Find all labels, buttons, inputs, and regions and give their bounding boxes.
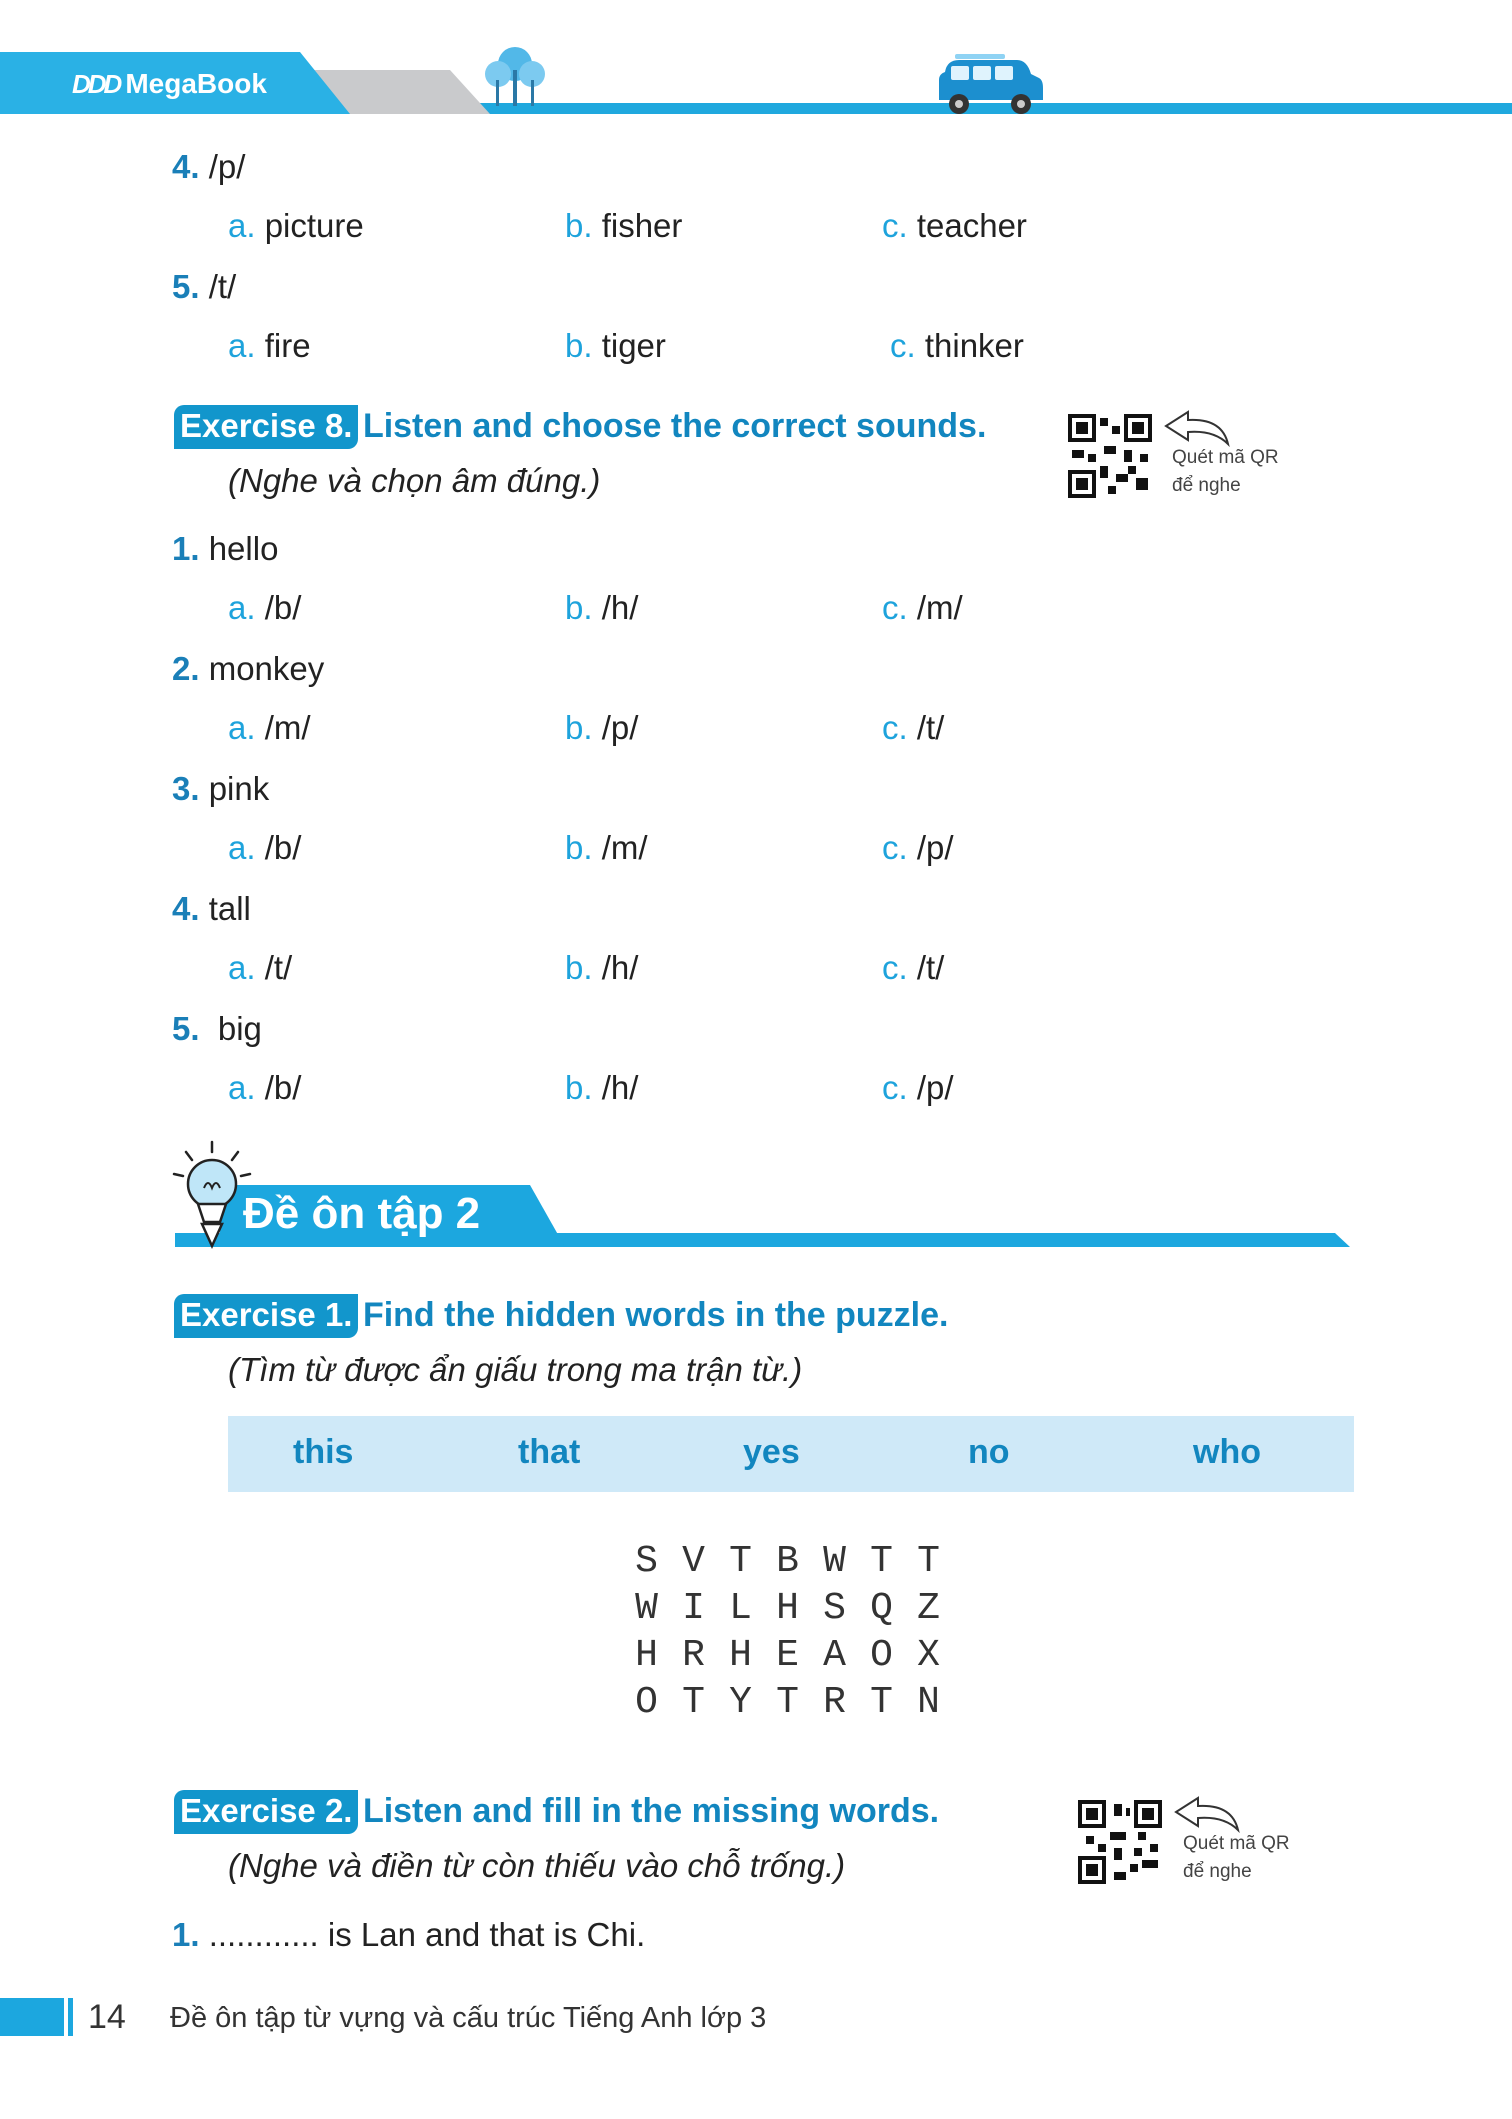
ex8-q5-option-b: b. /h/ <box>565 1069 639 1106</box>
word-bank-item: yes <box>743 1433 800 1471</box>
ex8-question-2: 2. monkey <box>172 650 325 687</box>
puzzle-cell[interactable]: R <box>682 1634 705 1677</box>
word-bank-item: who <box>1193 1433 1261 1471</box>
puzzle-cell[interactable]: E <box>776 1634 799 1677</box>
section-title: Đề ôn tập 2 <box>243 1189 481 1238</box>
ex8-q4-option-b: b. /h/ <box>565 949 639 986</box>
puzzle-row <box>623 1634 952 1681</box>
puzzle-cell[interactable]: O <box>635 1681 658 1724</box>
exercise-badge: Exercise 1. <box>174 1294 358 1338</box>
exercise-2-heading <box>174 1790 939 1834</box>
question-4: 4. /p/ <box>172 148 246 185</box>
q5-option-b: b. tiger <box>565 327 666 364</box>
ex8-q2-option-b: b. /p/ <box>565 709 639 746</box>
puzzle-row <box>623 1587 952 1634</box>
car-icon <box>935 48 1047 118</box>
puzzle-cell[interactable]: A <box>823 1634 846 1677</box>
ex8-question-1: 1. hello <box>172 530 279 567</box>
q5-option-c: c. thinker <box>890 327 1024 364</box>
puzzle-cell[interactable]: H <box>635 1634 658 1677</box>
puzzle-cell[interactable]: I <box>682 1587 705 1630</box>
exercise-8-heading <box>174 405 986 449</box>
puzzle-cell[interactable]: T <box>776 1681 799 1724</box>
q5-option-a: a. fire <box>228 327 311 364</box>
exercise-title: Find the hidden words in the puzzle. <box>362 1296 949 1334</box>
ex8-q4-option-a: a. /t/ <box>228 949 293 986</box>
ex8-q2-option-a: a. /m/ <box>228 709 311 746</box>
word-bank-item: this <box>293 1433 354 1471</box>
q4-option-b: b. fisher <box>565 207 683 244</box>
puzzle-cell[interactable]: B <box>776 1540 799 1583</box>
ex8-q5-option-c: c. /p/ <box>882 1069 954 1106</box>
ex8-q1-option-a: a. /b/ <box>228 589 302 626</box>
tree-icon <box>480 40 550 110</box>
qr-code-icon[interactable] <box>1068 414 1152 498</box>
puzzle-cell[interactable]: Q <box>870 1587 893 1630</box>
puzzle-cell[interactable]: N <box>917 1681 940 1724</box>
exercise-title: Listen and fill in the missing words. <box>362 1792 940 1830</box>
puzzle-cell[interactable]: T <box>729 1540 752 1583</box>
puzzle-cell[interactable]: V <box>682 1540 705 1583</box>
puzzle-cell[interactable]: Z <box>917 1587 940 1630</box>
brand-name: MegaBook <box>125 68 267 99</box>
puzzle-cell[interactable]: W <box>823 1540 846 1583</box>
brand-logo <box>72 68 267 100</box>
ex8-q3-option-b: b. /m/ <box>565 829 648 866</box>
qr-caption: Quét mã QR để nghe <box>1172 447 1279 496</box>
exercise-title: Listen and choose the correct sounds. <box>362 407 987 445</box>
puzzle-cell[interactable]: X <box>917 1634 940 1677</box>
lightbulb-icon <box>170 1140 254 1252</box>
q4-option-a: a. picture <box>228 207 364 244</box>
exercise-badge: Exercise 2. <box>174 1790 358 1834</box>
ex8-question-4: 4. tall <box>172 890 251 927</box>
ex8-q3-option-a: a. /b/ <box>228 829 302 866</box>
puzzle-cell[interactable]: T <box>682 1681 705 1724</box>
exercise-1-subtitle: (Tìm từ được ẩn giấu trong ma trận từ.) <box>228 1351 803 1388</box>
puzzle-cell[interactable]: T <box>917 1540 940 1583</box>
ex2-question-1: 1. ............ is Lan and that is Chi. <box>172 1916 646 1953</box>
ex8-q4-option-c: c. /t/ <box>882 949 945 986</box>
puzzle-cell[interactable]: Y <box>729 1681 752 1724</box>
puzzle-row <box>623 1681 952 1728</box>
puzzle-cell[interactable]: T <box>870 1540 893 1583</box>
footer-bar <box>0 1998 64 2036</box>
qr-caption: Quét mã QR để nghe <box>1183 1833 1290 1882</box>
puzzle-cell[interactable]: W <box>635 1587 658 1630</box>
ex8-q5-option-a: a. /b/ <box>228 1069 302 1106</box>
puzzle-cell[interactable]: S <box>823 1587 846 1630</box>
puzzle-cell[interactable]: T <box>870 1681 893 1724</box>
qr-code-icon[interactable] <box>1078 1800 1162 1884</box>
page-number: 14 <box>88 1998 126 2036</box>
puzzle-cell[interactable]: O <box>870 1634 893 1677</box>
ex8-q1-option-c: c. /m/ <box>882 589 963 626</box>
logo-mark: DDD <box>72 68 120 99</box>
exercise-8-subtitle: (Nghe và chọn âm đúng.) <box>228 462 601 499</box>
word-bank-item: that <box>518 1433 581 1471</box>
exercise-badge: Exercise 8. <box>174 405 358 449</box>
exercise-2-subtitle: (Nghe và điền từ còn thiếu vào chỗ trống.) <box>228 1847 846 1884</box>
book-title: Đề ôn tập từ vựng và cấu trúc Tiếng Anh lớp 3 <box>170 2002 767 2034</box>
word-puzzle-grid <box>623 1540 952 1728</box>
ex8-q3-option-c: c. /p/ <box>882 829 954 866</box>
exercise-1-heading <box>174 1294 948 1338</box>
question-5: 5. /t/ <box>172 268 237 305</box>
q4-option-c: c. teacher <box>882 207 1027 244</box>
puzzle-cell[interactable]: L <box>729 1587 752 1630</box>
word-bank-item: no <box>968 1433 1010 1471</box>
ex8-q2-option-c: c. /t/ <box>882 709 945 746</box>
ex8-question-3: 3. pink <box>172 770 270 807</box>
puzzle-row <box>623 1540 952 1587</box>
puzzle-cell[interactable]: S <box>635 1540 658 1583</box>
puzzle-cell[interactable]: H <box>776 1587 799 1630</box>
ex8-question-5: 5. big <box>172 1010 262 1047</box>
ex8-q1-option-b: b. /h/ <box>565 589 639 626</box>
footer-bar-thin <box>68 1998 73 2036</box>
puzzle-cell[interactable]: R <box>823 1681 846 1724</box>
puzzle-cell[interactable]: H <box>729 1634 752 1677</box>
